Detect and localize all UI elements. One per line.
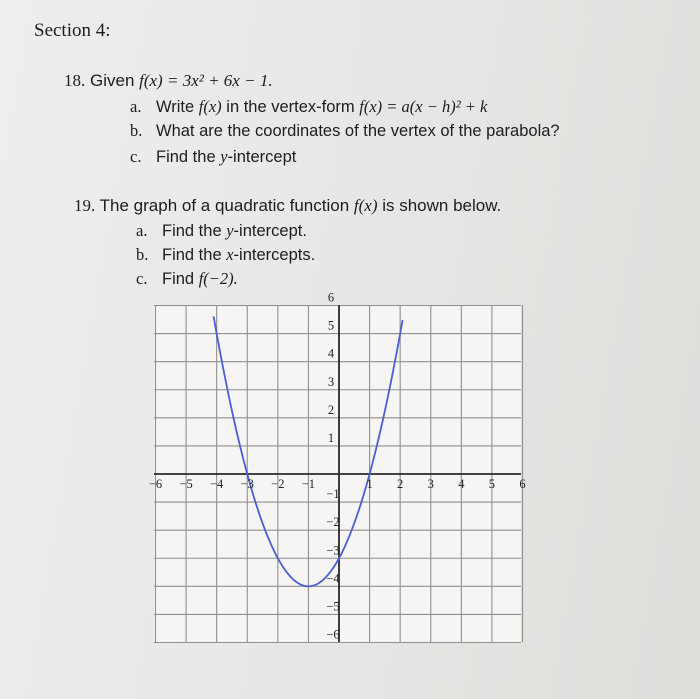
q18-c-label: c. (130, 147, 142, 166)
x-tick-label: −6 (148, 476, 163, 491)
y-tick-label: 5 (327, 318, 335, 333)
q19-a-var: y (226, 221, 234, 240)
q19-a-text: Find the (162, 222, 227, 240)
q18-b-text: What are the coordinates of the vertex of the parabola? (156, 122, 560, 140)
q19-number: 19. (74, 196, 96, 215)
y-tick-label: −1 (326, 487, 340, 502)
y-tick-label: 6 (327, 290, 335, 305)
y-tick-label: 1 (327, 430, 335, 445)
q18-a-text: Write (156, 98, 199, 116)
x-tick-label: 4 (458, 476, 465, 491)
y-tick-label: −6 (326, 627, 340, 642)
q19-c-text: Find (162, 270, 199, 288)
y-tick-label: 4 (327, 346, 335, 361)
q18-c-var: y (220, 147, 228, 166)
q18-c-text: Find the (156, 148, 221, 166)
y-tick-label: −5 (326, 599, 340, 614)
q19-b-text: Find the (162, 246, 227, 264)
y-tick-label: 2 (327, 402, 335, 417)
section-heading: Section 4: (34, 20, 111, 41)
q18-b-label: b. (130, 121, 143, 140)
y-tick-label: −4 (326, 571, 340, 586)
x-tick-label: −4 (210, 476, 224, 491)
x-tick-label: 5 (488, 476, 496, 491)
q18-number: 18. (64, 71, 86, 90)
q18-lead: Given (89, 71, 140, 90)
q19-end: is shown below. (377, 196, 502, 215)
q19-c-expr: f(−2). (198, 269, 238, 288)
x-tick-label: 3 (427, 476, 434, 491)
y-tick-label: 3 (327, 374, 335, 389)
q19-b-end: -intercepts. (233, 246, 316, 264)
q19-b-var: x (226, 245, 234, 264)
x-tick-label: −5 (179, 476, 193, 491)
q19-b-label: b. (136, 245, 149, 264)
q18-a-fx: f(x) (198, 97, 222, 116)
y-tick-label: −3 (326, 543, 340, 558)
x-tick-label: −3 (240, 476, 254, 491)
q18-function: f(x) = 3x² + 6x − 1. (139, 71, 273, 90)
x-tick-label: 1 (366, 476, 373, 491)
x-tick-label: 6 (519, 476, 526, 491)
q19-lead: The graph of a quadratic function (95, 196, 354, 215)
q18-a-vertex-form: f(x) = a(x − h)² + k (359, 97, 488, 116)
x-tick-label: 2 (397, 476, 404, 491)
q19-a-label: a. (136, 221, 148, 240)
q19-fx: f(x) (353, 196, 378, 215)
q18-a-mid: in the vertex-form (221, 98, 360, 116)
q18-c-end: -intercept (227, 148, 297, 166)
y-tick-label: −2 (326, 515, 340, 530)
x-tick-label: −2 (271, 476, 285, 491)
q18-a-label: a. (130, 97, 142, 116)
q19-a-end: -intercept. (233, 222, 307, 240)
x-tick-label: −1 (301, 476, 316, 491)
q19-c-label: c. (136, 269, 148, 288)
